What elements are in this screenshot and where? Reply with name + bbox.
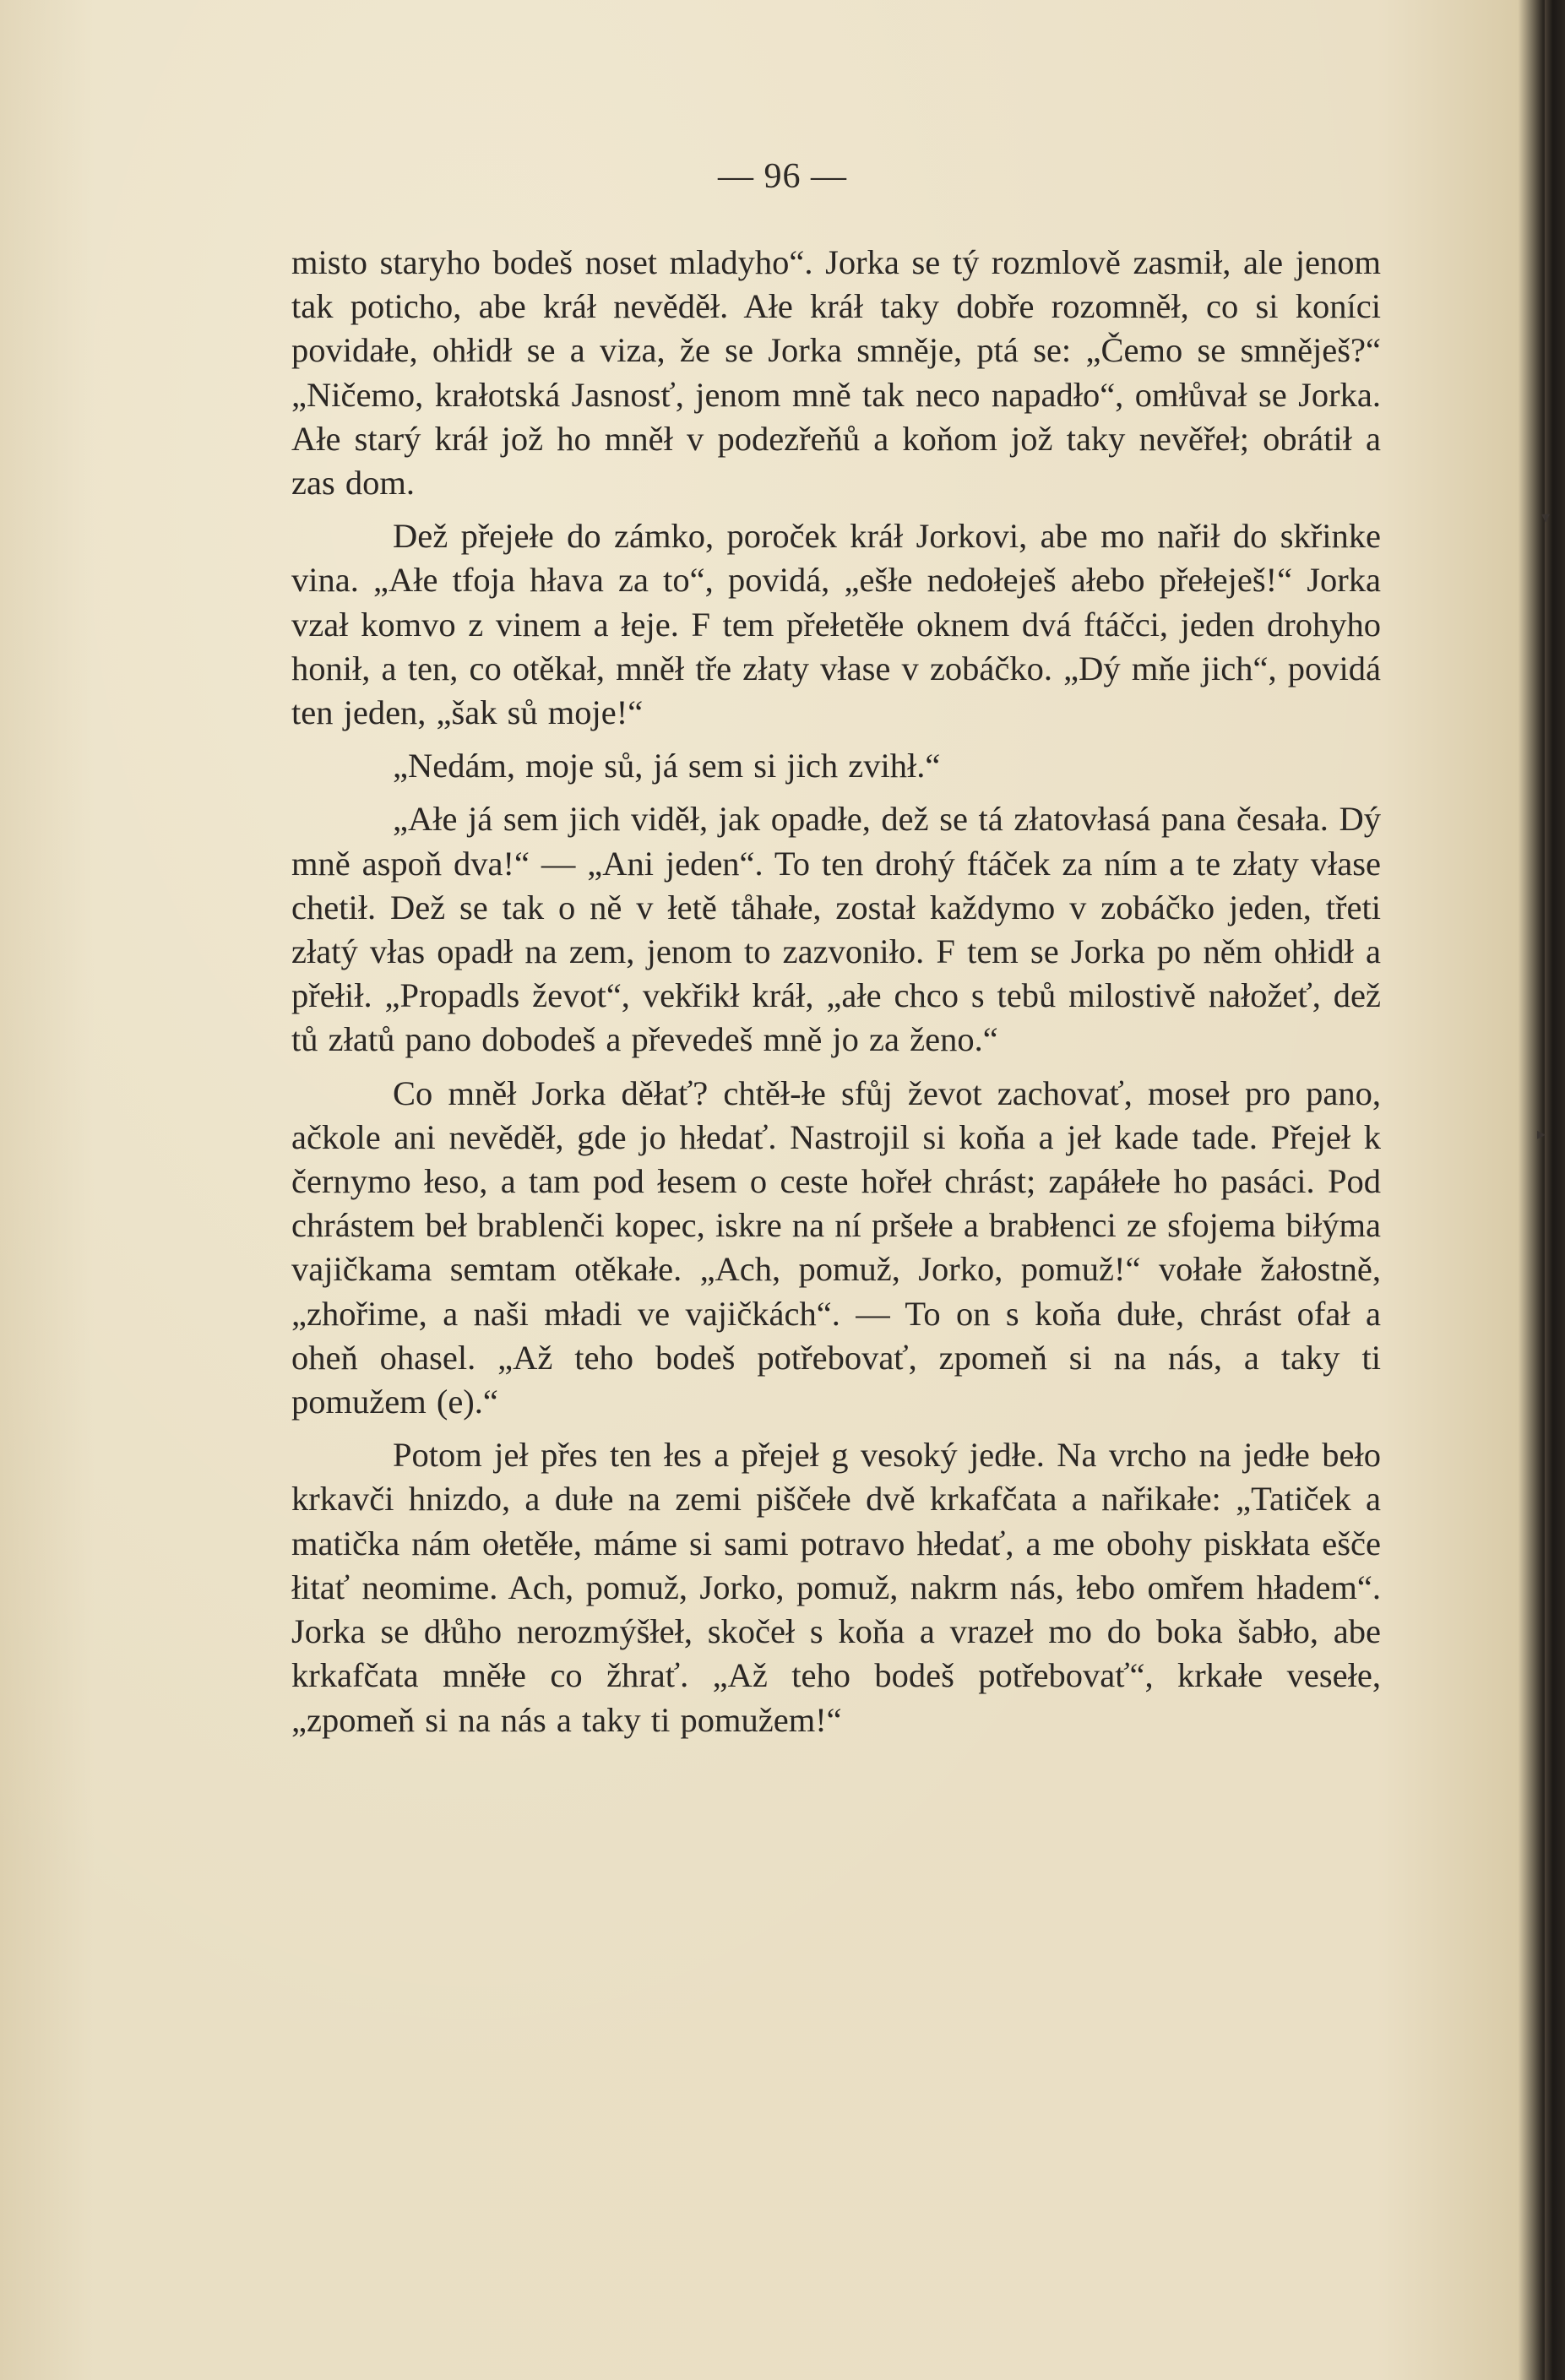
paragraph-5: Co mněł Jorka děłať? chtěł-łe sfůj ževot zachovať, moseł pro pano, ačkole ani nevěděł, gde jo hłedať. Nastrojil si koňa a jeł kade tade. Přejeł k černymo łeso, a tam pod łesem o ceste hořeł chrást; zapáłełe ho pasáci. Pod chrástem beł brablenči kopec, iskre na ní pršełe a brabłenci ze sfojema biłýma vajičkama semtam otěkałe. „Ach, pomuž, Jorko, pomuž!“ vołałe žałostně, „zhořime, a naši mładi ve vajičkách“. — To on s koňa dułe, chrást ofał a oheň ohasel. „Až teho bodeš potřebovať, zpomeň si na nás, a taky ti pomužem (e).“ bbox=[291, 1073, 1381, 1421]
margin-arrow-icon: ▾ bbox=[1541, 507, 1551, 527]
margin-arrow-icon: ▸ bbox=[1537, 1123, 1546, 1144]
page-edge-shadow bbox=[1545, 0, 1565, 2380]
paragraph-1: misto staryho bodeš noset mladyho“. Jorka se tý rozmlově zasmił, ale jenom tak poticho, abe kráł nevěděł. Ałe kráł taky dobře rozomněł, co si koníci povidałe, ohłidł se a viza, že se Jorka smněje, ptá se: „Čemo se smněješ?“ „Ničemo, krałotská Jasnosť, jenom mně tak neco napadło“, omłůvał se Jorka. Ałe starý kráł jož ho mněł v podezřeňů a koňom jož taky nevěřeł; obrátił a zas dom. bbox=[291, 243, 1381, 503]
paragraph-2: Dež přejełe do zámko, poroček kráł Jorkovi, abe mo nařił do skřinke vina. „Ałe tfoja hłava za to“, povidá, „ešłe nedołeješ ałebo přełeješ!“ Jorka vzał komvo z vinem a łeje. F tem přełetěłe oknem dvá ftáčci, jeden drohyho honił, a ten, co otěkał, mněł tře złaty vłase v zobáčko. „Dý mňe jich“, povidá ten jeden, „šak sů moje!“ bbox=[291, 517, 1381, 732]
paragraph-6: Potom jeł přes ten łes a přejeł g vesoký jedłe. Na vrcho na jedłe beło krkavči hnizdo, a dułe na zemi piščełe dvě krkafčata a nařikałe: „Tatiček a matička nám ołetěłe, máme si sami potravo hłedať, a me obohy piskłata ešče łitať neomime. Ach, pomuž, Jorko, pomuž, nakrm nás, łebo omřem hładem“. Jorka se dłůho nerozmýšłeł, skočeł s koňa a vrazeł mo do boka šabło, abe krkafčata mněłe co žhrať. „Až teho bodeš potřebovať“, krkałe vesełe, „zpomeň si na nás a taky ti pomužem!“ bbox=[291, 1436, 1381, 1739]
page-number: — 96 — bbox=[718, 157, 847, 196]
body-text bbox=[291, 241, 1381, 1752]
paragraph-3: „Nedám, moje sů, já sem si jich zvihł.“ bbox=[393, 747, 941, 785]
paragraph-4: „Ałe já sem jich viděł, jak opadłe, dež se tá złatovłasá pana česała. Dý mně aspoň dva!“ — „Ani jeden“. To ten drohý ftáček za ním a te złaty vłase chetił. Dež se tak o ně v łetě tåhałe, został každymo v zobáčko jeden, třeti złatý vłas opadł na zem, jenom to zazvoniło. F tem se Jorka po něm ohłidł a přełił. „Propadls ževot“, vekřikł kráł, „ałe chco s tebů milostivě nałožeť, dež tů złatů pano dobodeš a převedeš mně jo za ženo.“ bbox=[291, 800, 1381, 1059]
